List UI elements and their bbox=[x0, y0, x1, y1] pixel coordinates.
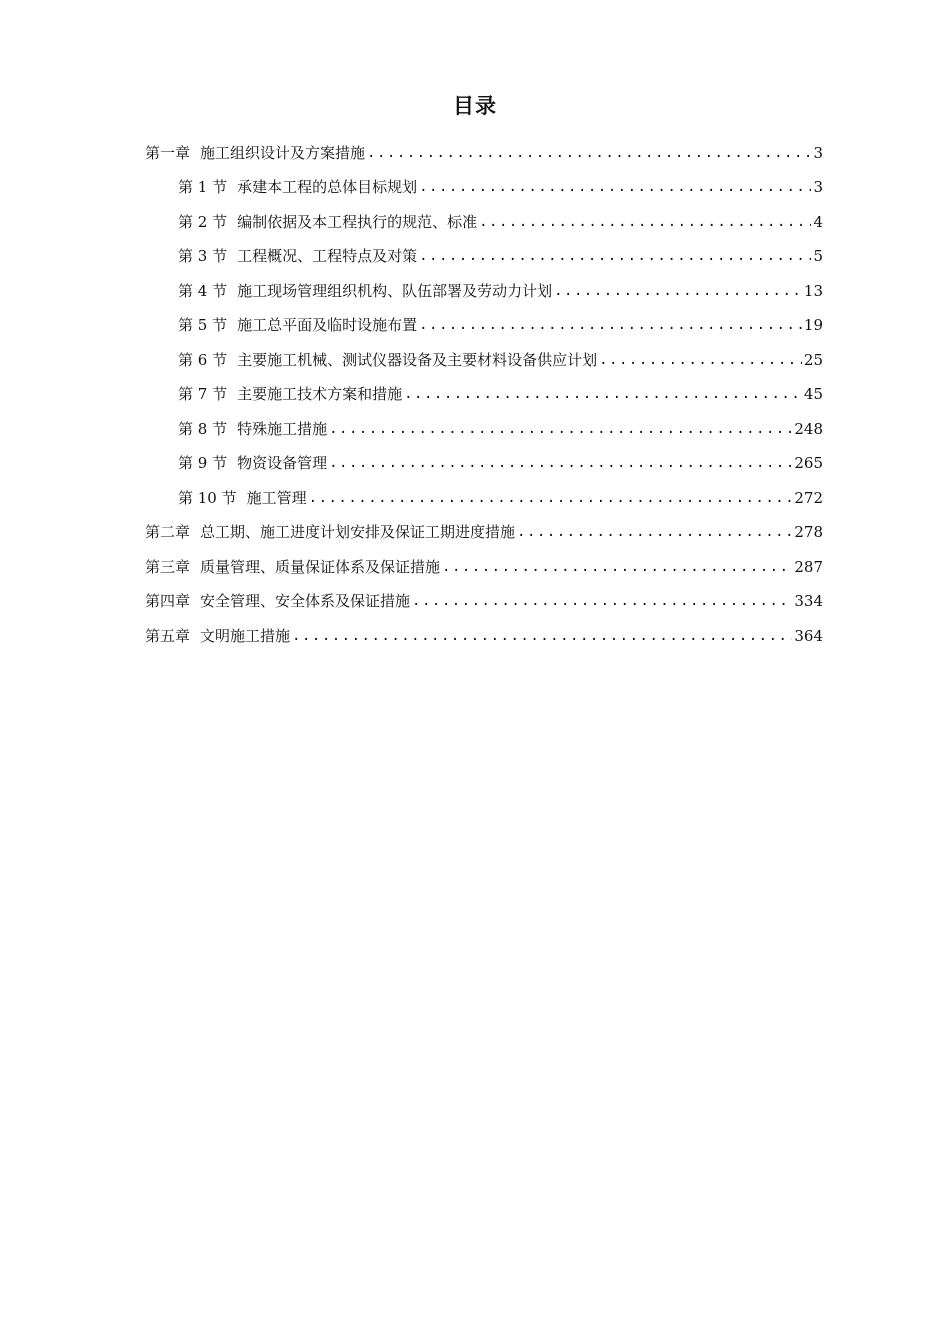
toc-entry-label: 编制依据及本工程执行的规范、标准 bbox=[237, 212, 478, 231]
toc-leader-dots bbox=[309, 487, 793, 509]
toc-entry-number: 第 3 节 bbox=[178, 247, 228, 265]
toc-entry-page: 278 bbox=[794, 523, 823, 541]
toc-entry-label: 物资设备管理 bbox=[237, 454, 328, 472]
toc-entry[interactable] bbox=[145, 371, 823, 406]
toc-title: 目录 bbox=[453, 94, 497, 118]
toc-entry-number: 第 4 节 bbox=[178, 281, 228, 300]
toc-leader-dots bbox=[599, 349, 802, 371]
toc-entry[interactable] bbox=[145, 578, 823, 613]
toc-leader-dots bbox=[442, 556, 792, 578]
toc-entry-label: 质量管理、质量保证体系及保证措施 bbox=[200, 557, 441, 576]
toc-entry[interactable] bbox=[145, 509, 823, 544]
toc-entry[interactable] bbox=[145, 233, 823, 268]
toc-entry-page: 364 bbox=[794, 626, 823, 645]
toc-entry[interactable] bbox=[145, 267, 823, 302]
toc-entry-label: 施工管理 bbox=[246, 488, 307, 507]
toc-entry-label: 文明施工措施 bbox=[200, 626, 291, 645]
toc-entry-label: 特殊施工措施 bbox=[237, 419, 328, 438]
toc-leader-dots bbox=[554, 280, 802, 302]
toc-entry-number: 第二章 bbox=[145, 523, 191, 541]
toc-entry-label: 总工期、施工进度计划安排及保证工期进度措施 bbox=[200, 523, 516, 541]
toc-leader-dots bbox=[329, 418, 792, 440]
toc-entry-page: 334 bbox=[794, 592, 823, 610]
toc-entry-number: 第 8 节 bbox=[178, 419, 228, 438]
toc-entry[interactable] bbox=[145, 405, 823, 440]
toc-entry-number: 第 5 节 bbox=[178, 316, 228, 334]
toc-entry-page: 5 bbox=[813, 247, 823, 265]
toc-entry-number: 第四章 bbox=[145, 592, 191, 610]
toc-entry[interactable] bbox=[145, 198, 823, 233]
toc-entry[interactable] bbox=[145, 474, 823, 509]
toc-entry[interactable] bbox=[145, 164, 823, 199]
toc-leader-dots bbox=[329, 452, 792, 474]
toc-entry-page: 13 bbox=[803, 281, 823, 300]
toc-entry-number: 第 6 节 bbox=[178, 350, 228, 369]
toc-entry-page: 45 bbox=[803, 385, 823, 403]
toc-entry-page: 4 bbox=[813, 212, 823, 231]
toc-entry[interactable] bbox=[145, 302, 823, 337]
toc-entry[interactable] bbox=[145, 440, 823, 475]
toc-entry-number: 第 10 节 bbox=[178, 488, 237, 507]
toc-entry-page: 248 bbox=[794, 419, 823, 438]
toc-entry-page: 272 bbox=[794, 488, 823, 507]
toc-entry-page: 265 bbox=[794, 454, 823, 472]
toc-leader-dots bbox=[367, 142, 811, 164]
toc-entry-number: 第 1 节 bbox=[178, 178, 228, 196]
toc-entry-number: 第 7 节 bbox=[178, 385, 228, 403]
toc-entry-page: 25 bbox=[803, 350, 823, 369]
toc-entry-label: 主要施工技术方案和措施 bbox=[237, 385, 403, 403]
toc-leader-dots bbox=[479, 211, 811, 233]
toc-entry[interactable] bbox=[145, 543, 823, 578]
toc-entry-number: 第 2 节 bbox=[178, 212, 228, 231]
toc-entry-page: 3 bbox=[813, 143, 823, 162]
toc-leader-dots bbox=[419, 176, 811, 198]
toc-leader-dots bbox=[412, 590, 792, 612]
toc-entry-number: 第 9 节 bbox=[178, 454, 228, 472]
toc-entry-page: 287 bbox=[794, 557, 823, 576]
toc-entry-label: 工程概况、工程特点及对策 bbox=[237, 247, 418, 265]
toc-leader-dots bbox=[404, 383, 802, 405]
toc-entry-number: 第三章 bbox=[145, 557, 191, 576]
toc-leader-dots bbox=[292, 625, 792, 647]
toc-entry-number: 第一章 bbox=[145, 143, 191, 162]
toc-leader-dots bbox=[419, 245, 811, 267]
toc-entry[interactable] bbox=[145, 129, 823, 164]
toc-entry-page: 19 bbox=[803, 316, 823, 334]
toc-entry-label: 施工现场管理组织机构、队伍部署及劳动力计划 bbox=[237, 281, 553, 300]
toc-entry-number: 第五章 bbox=[145, 626, 191, 645]
toc-list bbox=[145, 129, 823, 647]
toc-entry-label: 施工组织设计及方案措施 bbox=[200, 143, 366, 162]
toc-entry-label: 主要施工机械、测试仪器设备及主要材料设备供应计划 bbox=[237, 350, 598, 369]
toc-entry-label: 施工总平面及临时设施布置 bbox=[237, 316, 418, 334]
toc-entry[interactable] bbox=[145, 612, 823, 647]
toc-leader-dots bbox=[419, 314, 802, 336]
toc-entry-label: 安全管理、安全体系及保证措施 bbox=[200, 592, 411, 610]
toc-leader-dots bbox=[517, 521, 792, 543]
toc-entry-label: 承建本工程的总体目标规划 bbox=[237, 178, 418, 196]
toc-entry[interactable] bbox=[145, 336, 823, 371]
toc-entry-page: 3 bbox=[813, 178, 823, 196]
